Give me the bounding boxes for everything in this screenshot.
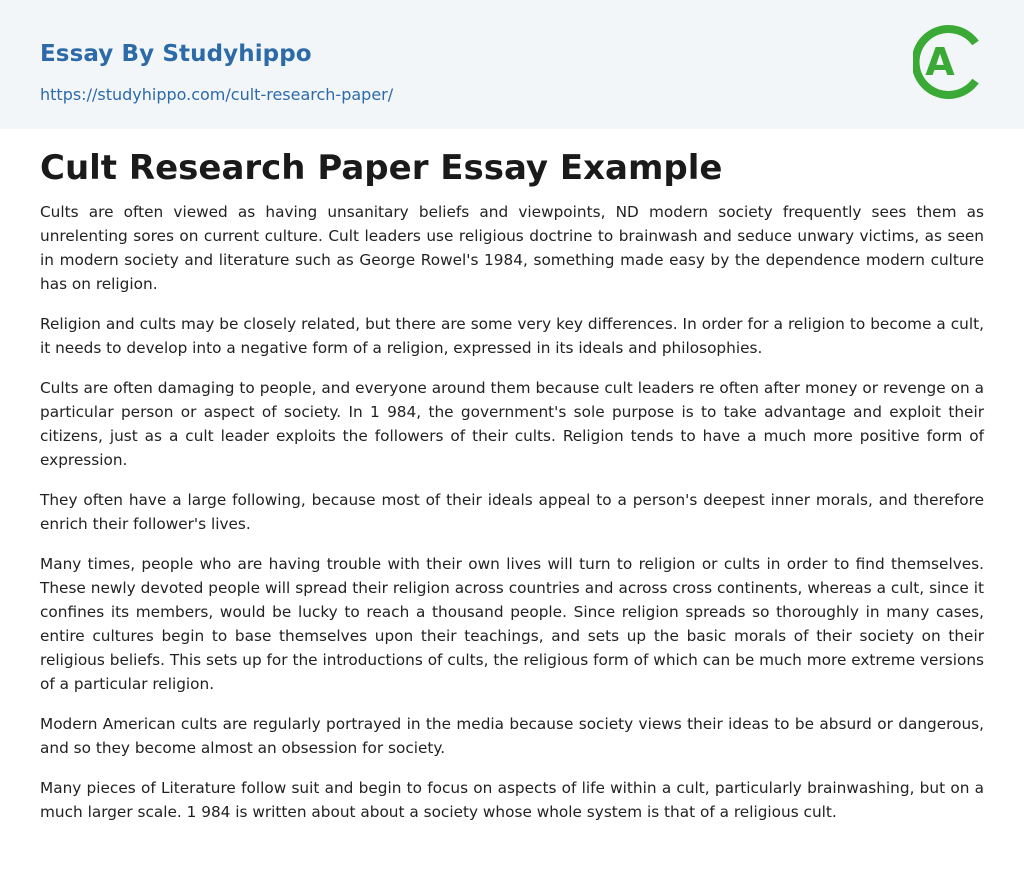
brand-name[interactable]: Essay By Studyhippo: [40, 41, 312, 67]
article-body: [40, 200, 984, 840]
article-paragraph: They often have a large following, because most of their ideals appeal to a person's deepest inner morals, and therefore enrich their follower's lives.: [40, 491, 984, 533]
logo-letter: A: [925, 40, 955, 84]
studyhippo-logo-icon[interactable]: [913, 19, 985, 105]
article-paragraph: Modern American cults are regularly portrayed in the media because society views their ideas to be absurd or dangerous, and so they become almost an obsession for society.: [40, 715, 984, 757]
article-paragraph: Cults are often viewed as having unsanitary beliefs and viewpoints, ND modern society frequently sees them as unrelenting sores on current culture. Cult leaders use religious doctrine to brainwash and seduce unwary victims, as seen in modern society and literature such as George Rowel's 1984, something made easy by the dependence modern culture has on religion.: [40, 203, 984, 293]
article-paragraph: Many pieces of Literature follow suit and begin to focus on aspects of life within a cult, particularly brainwashing, but on a much larger scale. 1 984 is written about about a society whose whole system is that of a religious cult.: [40, 779, 984, 821]
article-paragraph: Many times, people who are having trouble with their own lives will turn to religion or cults in order to find themselves. These newly devoted people will spread their religion across countries and across cross continents, whereas a cult, since it confines its members, would be lucky to reach a thousand people. Since religion spreads so thoroughly in many cases, entire cultures begin to base themselves upon their teachings, and sets up the basic morals of their society on their religious beliefs. This sets up for the introductions of cults, the religious form of which can be much more extreme versions of a particular religion.: [40, 555, 984, 693]
article-url-link[interactable]: https://studyhippo.com/cult-research-paper/: [40, 85, 394, 104]
article-paragraph: Religion and cults may be closely related, but there are some very key differences. In order for a religion to become a cult, it needs to develop into a negative form of a religion, expressed in its ideals and philosophies.: [40, 315, 984, 357]
article-paragraph: Cults are often damaging to people, and everyone around them because cult leaders re often after money or revenge on a particular person or aspect of society. In 1 984, the government's sole purpose is to take advantage and exploit their citizens, just as a cult leader exploits the followers of their cults. Religion tends to have a much more positive form of expression.: [40, 379, 984, 469]
page-title: Cult Research Paper Essay Example: [40, 148, 723, 188]
